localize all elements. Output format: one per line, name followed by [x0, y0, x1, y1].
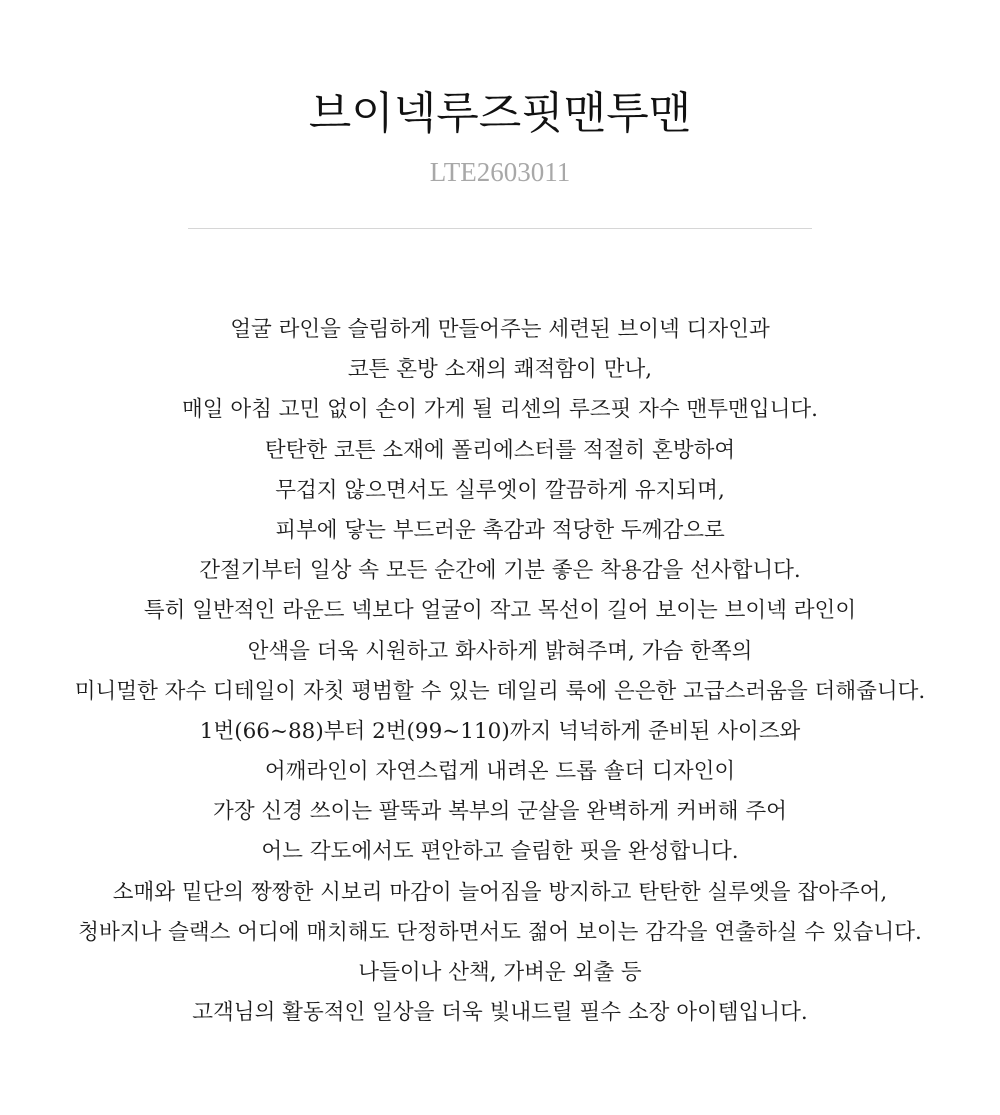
description-line: 나들이나 산책, 가벼운 외출 등 — [358, 960, 642, 985]
description-line: 코튼 혼방 소재의 쾌적함이 만나, — [347, 357, 653, 383]
description-line: 얼굴 라인을 슬림하게 만들어주는 세련된 브이넥 디자인과 — [230, 317, 770, 342]
divider — [188, 228, 812, 229]
description-line: 간절기부터 일상 속 모든 순간에 기분 좋은 착용감을 선사합니다. — [199, 558, 801, 584]
description-line: 청바지나 슬랙스 어디에 매치해도 단정하면서도 젊어 보이는 감각을 연출하실 수 있습니다. — [78, 919, 922, 945]
product-description — [0, 310, 1000, 1033]
description-line: 가장 신경 쓰이는 팔뚝과 복부의 군살을 완벽하게 커버해 주어 — [213, 799, 787, 825]
description-line: 1번(66~88)부터 2번(99~110)까지 넉넉하게 준비된 사이즈와 — [199, 718, 801, 744]
description-line: 고객님의 활동적인 일상을 더욱 빛내드릴 필수 소장 아이템입니다. — [192, 1000, 808, 1026]
description-line: 무겁지 않으면서도 실루엣이 깔끔하게 유지되며, — [275, 477, 725, 503]
description-line: 탄탄한 코튼 소재에 폴리에스터를 적절히 혼방하여 — [264, 437, 736, 463]
description-line: 소매와 밑단의 짱짱한 시보리 마감이 늘어짐을 방지하고 탄탄한 실루엣을 잡아주어, — [112, 879, 888, 905]
description-line: 어느 각도에서도 편안하고 슬림한 핏을 완성합니다. — [261, 839, 739, 865]
description-line: 안색을 더욱 시원하고 화사하게 밝혀주며, 가슴 한쪽의 — [247, 638, 753, 664]
description-line: 피부에 닿는 부드러운 촉감과 적당한 두께감으로 — [275, 517, 725, 543]
description-line: 어깨라인이 자연스럽게 내려온 드롭 숄더 디자인이 — [264, 759, 736, 785]
description-line: 특히 일반적인 라운드 넥보다 얼굴이 작고 목선이 길어 보이는 브이넥 라인이 — [143, 598, 857, 624]
product-title: 브이넥루즈핏맨투맨 — [308, 88, 692, 139]
product-code: LTE2603011 — [429, 157, 571, 187]
description-line: 미니멀한 자수 디테일이 자칫 평범할 수 있는 데일리 룩에 은은한 고급스러움을 더해줍니다. — [74, 678, 926, 704]
description-line: 매일 아침 고민 없이 손이 가게 될 리센의 루즈핏 자수 맨투맨입니다. — [182, 397, 818, 423]
